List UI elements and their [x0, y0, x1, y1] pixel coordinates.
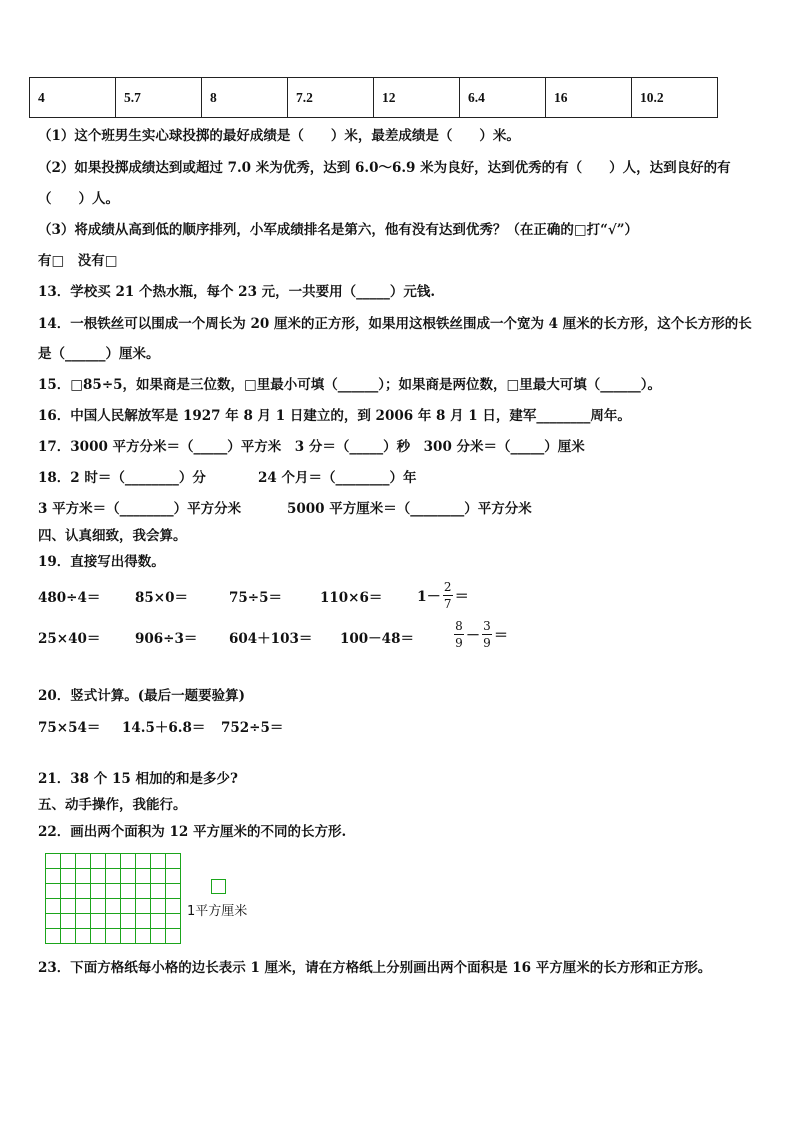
fraction: [454, 619, 464, 650]
grid-cell[interactable]: [91, 914, 106, 929]
table-cell: 8: [202, 78, 288, 118]
question-16: 16．中国人民解放军是 1927 年 8 月 1 日建立的，到 2006 年 8 月 1 日，建军________周年。: [38, 408, 631, 424]
fraction-denominator: 9: [455, 636, 463, 650]
table-cell: 6.4: [460, 78, 546, 118]
grid-cell[interactable]: [46, 869, 61, 884]
grid-cell[interactable]: [76, 929, 91, 944]
grid-cell[interactable]: [151, 929, 166, 944]
calc-item: 85×0＝: [135, 590, 188, 606]
q12-part2: （2）如果投掷成绩达到或超过 7.0 米为优秀，达到 6.0～6.9 米为良好，达到优秀的有（ ）人，达到良好的有: [38, 160, 731, 176]
fraction-operator: －: [466, 627, 480, 644]
grid-cell[interactable]: [106, 854, 121, 869]
table-cell: 16: [546, 78, 632, 118]
grid-cell[interactable]: [46, 899, 61, 914]
table-cell: 4: [30, 78, 116, 118]
fraction-bar: [454, 634, 464, 635]
grid-cell[interactable]: [76, 869, 91, 884]
grid-cell[interactable]: [166, 869, 181, 884]
calc-item: 604＋103＝: [229, 631, 313, 647]
grid-cell[interactable]: [61, 899, 76, 914]
fraction-numerator: 8: [455, 619, 463, 633]
score-table: [29, 77, 718, 118]
grid-cell[interactable]: [76, 914, 91, 929]
grid-cell[interactable]: [121, 914, 136, 929]
calc-item: 14.5＋6.8＝: [122, 720, 206, 736]
grid-cell[interactable]: [151, 854, 166, 869]
question-18-b: 24 个月＝（________）年: [258, 470, 417, 486]
fraction-tail: ＝: [494, 627, 508, 644]
table-cell: 12: [374, 78, 460, 118]
calc-item: 480÷4＝: [38, 590, 101, 606]
q12-part3: （3）将成绩从高到低的顺序排列，小军成绩排名是第六，他有没有达到优秀？（在正确的□打“√”）: [38, 222, 639, 238]
question-22: 22．画出两个面积为 12 平方厘米的不同的长方形.: [38, 824, 347, 840]
grid-cell[interactable]: [91, 854, 106, 869]
grid-cell[interactable]: [166, 899, 181, 914]
table-cell: 10.2: [632, 78, 718, 118]
question-21: 21．38 个 15 相加的和是多少?: [38, 771, 238, 787]
unit-square-label: 1平方厘米: [187, 904, 248, 919]
question-14: 14．一根铁丝可以围成一个周长为 20 厘米的正方形，如果用这根铁丝围成一个宽为 4 厘米的长方形，这个长方形的长: [38, 316, 752, 332]
question-15: 15．□85÷5，如果商是三位数，□里最小可填（______）；如果商是两位数，□里最大可填（______）。: [38, 377, 662, 393]
grid-cell[interactable]: [136, 884, 151, 899]
grid-cell[interactable]: [91, 869, 106, 884]
q12-part2-cont: （ ）人。: [38, 191, 119, 207]
calc-item: 25×40＝: [38, 631, 101, 647]
fraction-bar: [482, 634, 492, 635]
section-5-heading: 五、动手操作，我能行。: [38, 797, 187, 813]
grid-cell[interactable]: [151, 884, 166, 899]
table-row: [30, 78, 718, 118]
q12-part1: （1）这个班男生实心球投掷的最好成绩是（ ）米，最差成绩是（ ）米。: [38, 128, 520, 144]
question-18-a: 18．2 时＝（________）分: [38, 470, 206, 486]
calc-item: 752÷5＝: [221, 720, 284, 736]
grid-cell[interactable]: [151, 869, 166, 884]
grid-cell[interactable]: [151, 899, 166, 914]
question-19-title: 19．直接写出得数。: [38, 554, 165, 570]
table-cell: 7.2: [288, 78, 374, 118]
fraction-lead: 1－: [417, 588, 441, 605]
grid-cell[interactable]: [61, 929, 76, 944]
grid-cell[interactable]: [166, 914, 181, 929]
question-18-c: 3 平方米＝（________）平方分米: [38, 501, 242, 517]
q12-options[interactable]: 有□ 没有□: [38, 253, 118, 269]
fraction-numerator: 2: [443, 580, 452, 594]
grid-cell[interactable]: [106, 929, 121, 944]
unit-square: [211, 879, 226, 894]
fraction-denominator: 9: [483, 636, 491, 650]
question-18-d: 5000 平方厘米＝（________）平方分米: [287, 501, 532, 517]
calc-item: 100－48＝: [340, 631, 414, 647]
table-cell: 5.7: [116, 78, 202, 118]
grid-cell[interactable]: [121, 929, 136, 944]
grid-cell[interactable]: [46, 929, 61, 944]
grid-cell[interactable]: [121, 884, 136, 899]
grid-cell[interactable]: [106, 884, 121, 899]
fraction-bar: [443, 595, 453, 596]
grid-cell[interactable]: [76, 884, 91, 899]
grid-cell[interactable]: [136, 929, 151, 944]
section-4-heading: 四、认真细致，我会算。: [38, 528, 187, 544]
grid-cell[interactable]: [91, 884, 106, 899]
fraction-expression: [417, 580, 469, 611]
question-20-title: 20．竖式计算。(最后一题要验算): [38, 688, 246, 704]
grid-cell[interactable]: [166, 854, 181, 869]
fraction: [482, 619, 492, 650]
grid-cell[interactable]: [76, 854, 91, 869]
grid-cell[interactable]: [91, 929, 106, 944]
square-grid[interactable]: [45, 853, 181, 944]
fraction-numerator: 3: [483, 619, 491, 633]
calc-item: 110×6＝: [320, 590, 383, 606]
grid-cell[interactable]: [61, 869, 76, 884]
fraction-tail: ＝: [454, 588, 469, 605]
grid-cell[interactable]: [106, 869, 121, 884]
question-23: 23．下面方格纸每小格的边长表示 1 厘米，请在方格纸上分别画出两个面积是 16 平方厘米的长方形和正方形。: [38, 960, 712, 976]
fraction-expression: [452, 619, 508, 650]
fraction: [443, 580, 453, 611]
grid-cell[interactable]: [106, 899, 121, 914]
calc-item: 906÷3＝: [135, 631, 198, 647]
grid-cell[interactable]: [106, 914, 121, 929]
grid-cell[interactable]: [91, 899, 106, 914]
grid-cell[interactable]: [136, 899, 151, 914]
question-14-cont: 是（______）厘米。: [38, 346, 160, 362]
grid-cell[interactable]: [121, 869, 136, 884]
grid-cell[interactable]: [136, 854, 151, 869]
grid-cell[interactable]: [76, 899, 91, 914]
grid-cell[interactable]: [166, 929, 181, 944]
grid-cell[interactable]: [46, 914, 61, 929]
grid-cell[interactable]: [46, 884, 61, 899]
grid-cell[interactable]: [151, 914, 166, 929]
fraction-denominator: 7: [443, 597, 452, 611]
grid-cell[interactable]: [61, 884, 76, 899]
grid-cell[interactable]: [121, 899, 136, 914]
grid-cell[interactable]: [136, 869, 151, 884]
grid-cell[interactable]: [136, 914, 151, 929]
grid-cell[interactable]: [121, 854, 136, 869]
grid-cell[interactable]: [46, 854, 61, 869]
grid-cell[interactable]: [166, 884, 181, 899]
grid-cell[interactable]: [61, 914, 76, 929]
question-13: 13．学校买 21 个热水瓶，每个 23 元，一共要用（_____）元钱.: [38, 284, 436, 300]
calc-item: 75×54＝: [38, 720, 101, 736]
question-17: 17．3000 平方分米＝（_____）平方米 3 分＝（_____）秒 300 分米＝（_____）厘米: [38, 439, 585, 455]
calc-item: 75÷5＝: [229, 590, 282, 606]
grid-cell[interactable]: [61, 854, 76, 869]
